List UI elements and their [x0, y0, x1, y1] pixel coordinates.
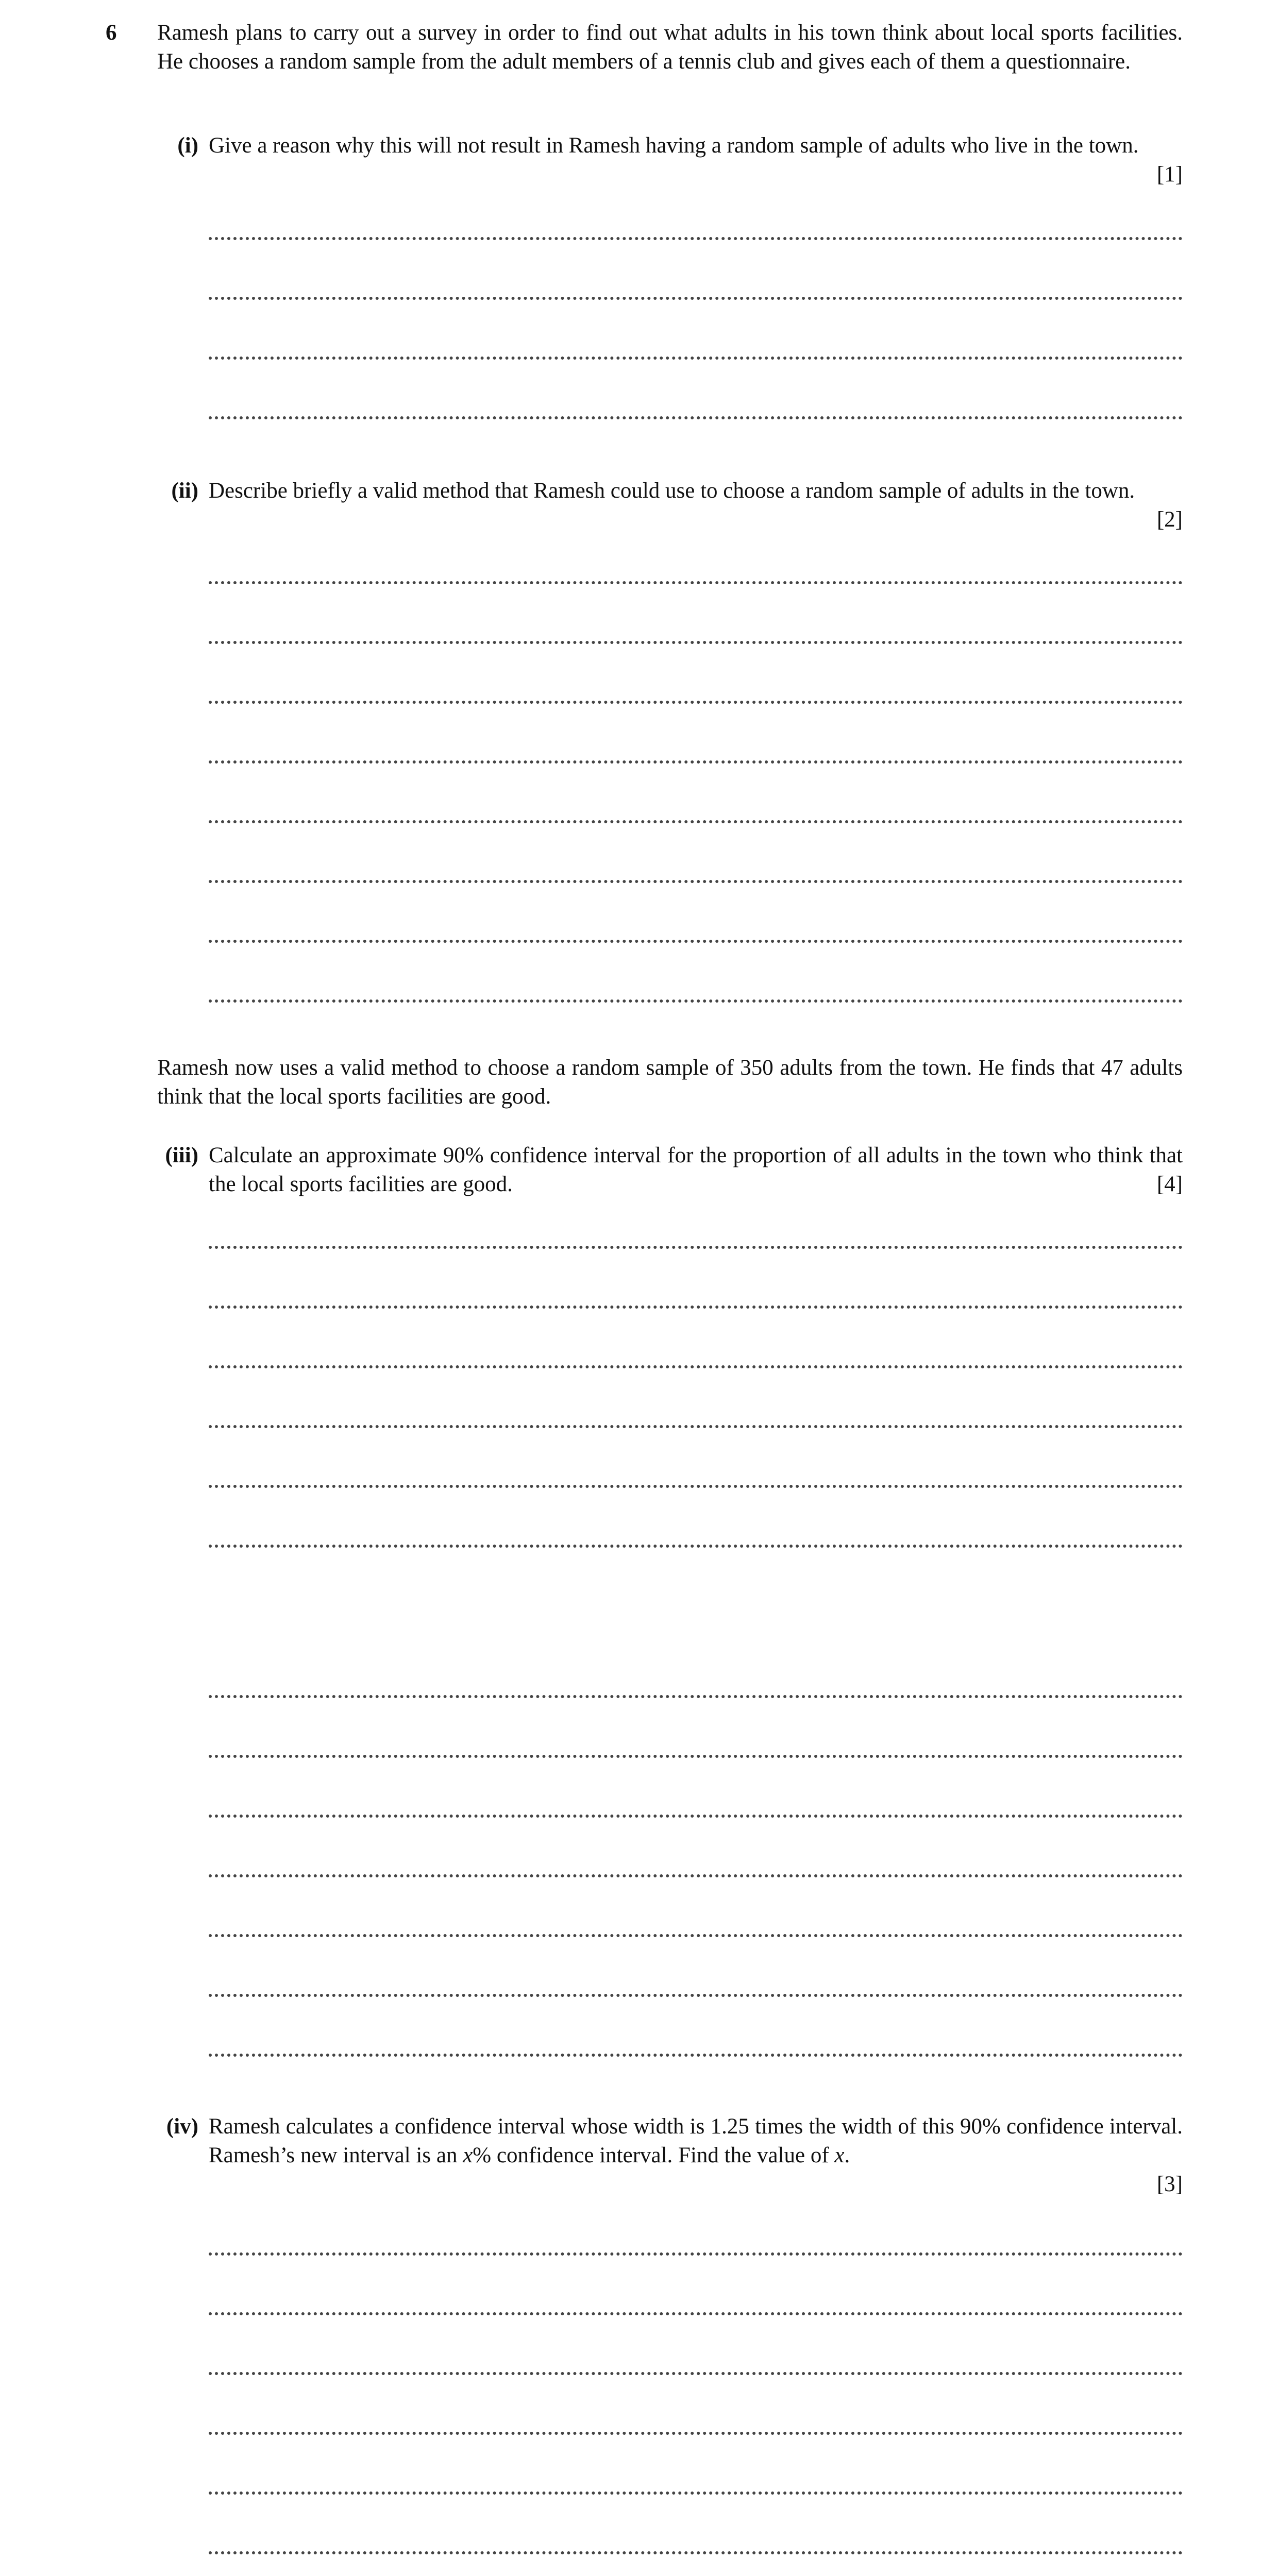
- part-iii-label: (iii): [165, 1143, 198, 1167]
- part-ii-label: (ii): [171, 479, 198, 503]
- variable-x: x: [463, 2143, 473, 2167]
- answer-line[interactable]: [209, 1934, 1183, 1937]
- answer-line[interactable]: [209, 1425, 1183, 1428]
- answer-line[interactable]: [209, 880, 1183, 883]
- answer-line[interactable]: [209, 1485, 1183, 1488]
- variable-x: x: [834, 2143, 845, 2167]
- question-number: 6: [106, 21, 117, 45]
- part-iii-marks: [4]: [1156, 1172, 1183, 1196]
- question-intro: Ramesh plans to carry out a survey in order to find out what adults in his town think about local sports facilities. He chooses a random sample from the adult members of a tennis club and gives each of them a questionnaire.: [157, 21, 1183, 74]
- answer-line[interactable]: [209, 297, 1183, 300]
- answer-line[interactable]: [209, 357, 1183, 360]
- answer-line[interactable]: [209, 416, 1183, 419]
- answer-line[interactable]: [209, 1994, 1183, 1997]
- answer-line[interactable]: [209, 2054, 1183, 2057]
- answer-line[interactable]: [209, 701, 1183, 704]
- part-iv-text: [209, 2112, 1183, 2170]
- answer-line[interactable]: [209, 2372, 1183, 2375]
- part-iv-marks: [3]: [1156, 2172, 1183, 2196]
- answer-line[interactable]: [209, 641, 1183, 644]
- part-i-text: Give a reason why this will not result in Ramesh having a random sample of adults who live in the town.: [209, 133, 1139, 158]
- answer-line[interactable]: [209, 2312, 1183, 2315]
- answer-line[interactable]: [209, 237, 1183, 240]
- part-ii-text: Describe briefly a valid method that Ramesh could use to choose a random sample of adults in the town.: [209, 479, 1135, 503]
- part-i-label: (i): [177, 133, 198, 158]
- answer-line[interactable]: [209, 1755, 1183, 1758]
- part-iv-text-mid: % confidence interval. Find the value of: [473, 2143, 835, 2167]
- answer-line[interactable]: [209, 2252, 1183, 2256]
- answer-line[interactable]: [209, 1815, 1183, 1818]
- answer-line[interactable]: [209, 2551, 1183, 2554]
- answer-line[interactable]: [209, 999, 1183, 1003]
- answer-line[interactable]: [209, 940, 1183, 943]
- part-iv-text-before: Ramesh calculates a confidence interval whose width is 1.25 times the width of this 90% confidence interval. Ramesh’s new interval is an: [209, 2114, 1183, 2167]
- part-iv-label: (iv): [166, 2114, 198, 2139]
- part-i-marks: [1]: [1156, 162, 1183, 187]
- answer-line[interactable]: [209, 2432, 1183, 2435]
- answer-line[interactable]: [209, 820, 1183, 823]
- interlude-text: Ramesh now uses a valid method to choose a random sample of 350 adults from the town. He finds that 47 adults think that the local sports facilities are good.: [157, 1056, 1183, 1109]
- answer-line[interactable]: [209, 2492, 1183, 2495]
- answer-line[interactable]: [209, 1695, 1183, 1698]
- answer-line[interactable]: [209, 1306, 1183, 1309]
- answer-line[interactable]: [209, 581, 1183, 584]
- part-ii-marks: [2]: [1156, 507, 1183, 532]
- answer-line[interactable]: [209, 1874, 1183, 1877]
- answer-line[interactable]: [209, 760, 1183, 764]
- answer-line[interactable]: [209, 1365, 1183, 1368]
- part-iv-text-end: .: [844, 2143, 850, 2167]
- answer-line[interactable]: [209, 1545, 1183, 1548]
- answer-line[interactable]: [209, 1246, 1183, 1249]
- part-iii-text: Calculate an approximate 90% confidence interval for the proportion of all adults in the town who think that the local sports facilities are good.: [209, 1143, 1183, 1196]
